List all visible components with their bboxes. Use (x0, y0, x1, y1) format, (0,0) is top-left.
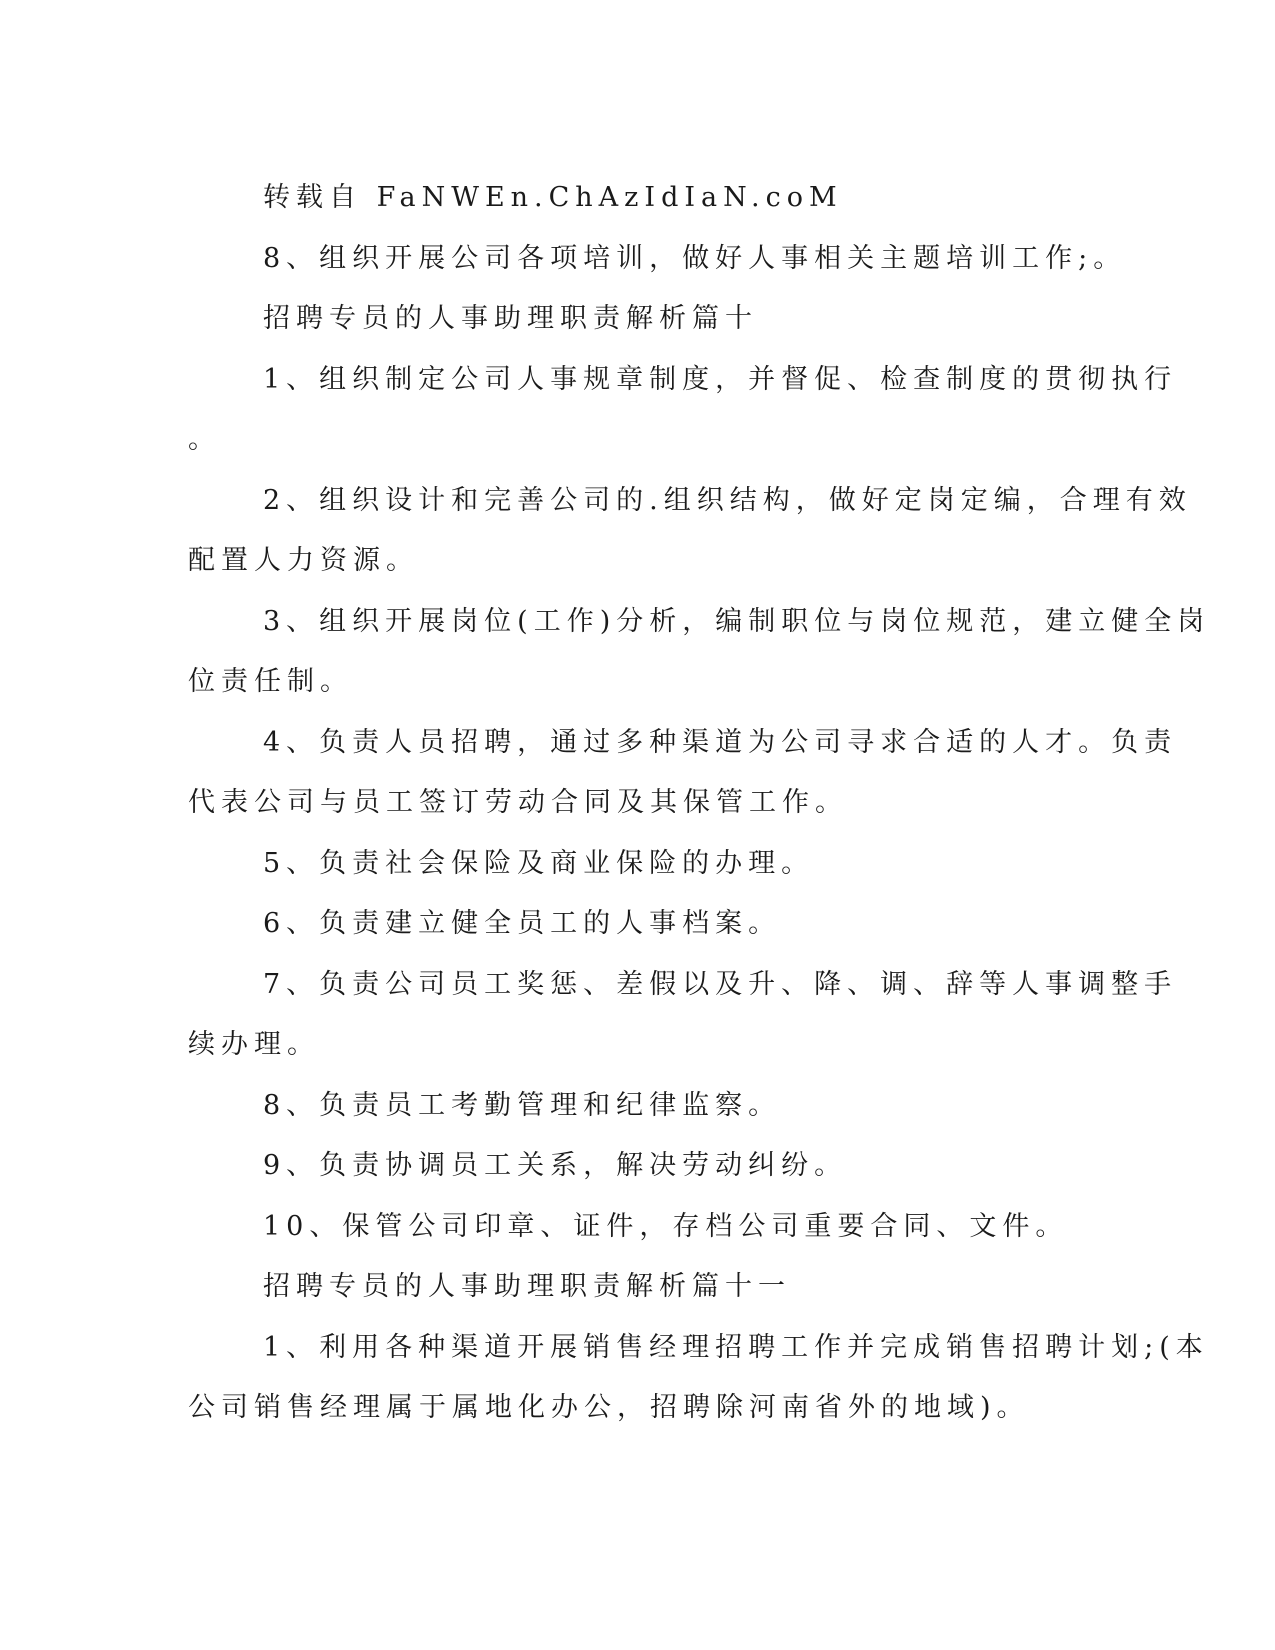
paragraph-line: 1、组织制定公司人事规章制度，并督促、检查制度的贯彻执行 (263, 363, 1178, 395)
paragraph-line: 10、保管公司印章、证件，存档公司重要合同、文件。 (263, 1210, 1069, 1242)
paragraph-line: 公司销售经理属于属地化办公，招聘除河南省外的地域)。 (188, 1392, 1030, 1423)
paragraph-line: 位责任制。 (188, 666, 353, 697)
paragraph-line: 3、组织开展岗位(工作)分析，编制职位与岗位规范，建立健全岗 (263, 605, 1211, 637)
paragraph-line: 9、负责协调员工关系，解决劳动纠纷。 (263, 1150, 848, 1181)
paragraph-line: 5、负责社会保险及商业保险的办理。 (263, 847, 815, 879)
source-line: 转载自 FaNWEn.ChAzIdIaN.coM (263, 182, 843, 213)
paragraph-line: 6、负责建立健全员工的人事档案。 (263, 908, 782, 939)
paragraph-line: 8、组织开展公司各项培训，做好人事相关主题培训工作;。 (263, 242, 1127, 274)
section-heading: 招聘专员的人事助理职责解析篇十一 (263, 1271, 791, 1302)
section-heading: 招聘专员的人事助理职责解析篇十 (263, 303, 758, 334)
paragraph-line: 4、负责人员招聘，通过多种渠道为公司寻求合适的人才。负责 (263, 726, 1178, 758)
paragraph-line: 。 (188, 424, 221, 455)
paragraph-line: 7、负责公司员工奖惩、差假以及升、降、调、辞等人事调整手 (263, 968, 1178, 1000)
paragraph-line: 8、负责员工考勤管理和纪律监察。 (263, 1089, 782, 1121)
paragraph-line: 配置人力资源。 (188, 545, 419, 576)
paragraph-line: 代表公司与员工签订劳动合同及其保管工作。 (188, 787, 848, 818)
paragraph-line: 2、组织设计和完善公司的.组织结构，做好定岗定编，合理有效 (263, 484, 1192, 516)
paragraph-line: 1、利用各种渠道开展销售经理招聘工作并完成销售招聘计划;(本 (263, 1331, 1209, 1363)
paragraph-line: 续办理。 (188, 1029, 320, 1060)
document-body (188, 168, 1211, 1439)
